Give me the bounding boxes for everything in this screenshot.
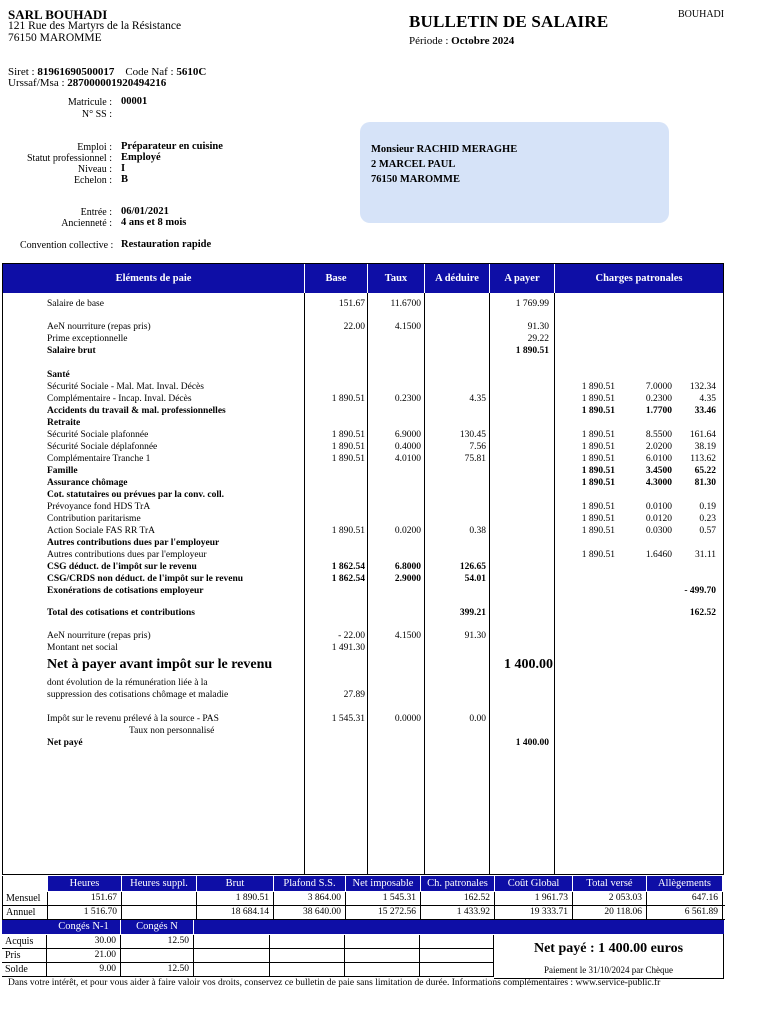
- echelon-value: B: [121, 174, 129, 185]
- cell-label: Taux non personnalisé: [129, 726, 215, 736]
- summary-cell: 38 640.00: [274, 906, 346, 919]
- cell-cb: 1 890.51: [581, 394, 615, 404]
- table-row: [3, 537, 723, 549]
- cell-label: Famille: [47, 466, 78, 476]
- cell-label: Accidents du travail & mal. professionnelles: [47, 406, 226, 416]
- cell-label: Assurance chômage: [47, 478, 128, 488]
- siret-label: Siret :: [8, 66, 35, 78]
- summary-cell: [122, 906, 197, 919]
- cell-label: AeN nourriture (repas pris): [47, 631, 151, 641]
- recipient-name: Monsieur RACHID MERAGHE: [371, 144, 518, 155]
- summary-cell: 18 684.14: [197, 906, 274, 919]
- summary-cell: [122, 892, 197, 905]
- header-divider: [554, 264, 555, 293]
- conges-empty-cell: [420, 935, 494, 948]
- table-row: [3, 369, 723, 381]
- summary-header: Total versé: [573, 876, 646, 891]
- summary-cell: 1 545.31: [346, 892, 421, 905]
- table-row: [3, 677, 723, 689]
- cell-base: 1 890.51: [331, 394, 365, 404]
- summary-cell: 20 118.06: [573, 906, 647, 919]
- anciennete-label: Ancienneté :: [61, 218, 112, 229]
- niveau-label: Niveau :: [77, 164, 112, 175]
- row-divider: [3, 905, 725, 906]
- cell-ct: 3.4500: [645, 466, 672, 476]
- company-address-line1: 121 Rue des Martyrs de la Résistance: [8, 20, 182, 32]
- cell-label: Autres contributions dues par l'employeur: [47, 538, 220, 548]
- emploi-label: Emploi :: [77, 142, 112, 153]
- summary-header: Allègements: [647, 876, 722, 891]
- matricule-value: 00001: [121, 96, 148, 107]
- cell-base: 27.89: [343, 690, 365, 700]
- conges-header-corner: [2, 920, 47, 934]
- conges-empty-cell: [194, 963, 270, 976]
- header-base: Base: [325, 273, 347, 284]
- cell-label: Prime exceptionnelle: [47, 334, 128, 344]
- statut-label: Statut professionnel :: [27, 153, 112, 164]
- cell-base: 1 890.51: [331, 442, 365, 452]
- naf-label: Code Naf :: [125, 66, 174, 78]
- cell-base: 1 545.31: [331, 714, 365, 724]
- cell-label: Montant net social: [47, 643, 118, 653]
- summary-header: Coût Global: [495, 876, 572, 891]
- cell-cb: 1 890.51: [581, 526, 615, 536]
- conges-empty-cell: [270, 949, 345, 962]
- header-divider: [424, 264, 425, 293]
- cell-taux: 0.2300: [394, 394, 421, 404]
- conges-empty-cell: [270, 935, 345, 948]
- summary-cell: 1 433.92: [421, 906, 495, 919]
- table-row: [3, 345, 723, 357]
- cell-label: Autres contributions dues par l'employeur: [47, 550, 207, 560]
- summary-cell: 151.67: [48, 892, 122, 905]
- cell-ded: 0.38: [469, 526, 486, 536]
- table-row: [3, 489, 723, 501]
- cell-ded: 75.81: [464, 454, 486, 464]
- table-row: [3, 525, 723, 537]
- convention-value: Restauration rapide: [121, 239, 212, 250]
- cell-label: Complémentaire Tranche 1: [47, 454, 151, 464]
- table-row: [3, 501, 723, 513]
- cell-base: - 22.00: [338, 631, 365, 641]
- cell-label: CSG déduct. de l'impôt sur le revenu: [47, 562, 197, 572]
- cell-cb: 1 890.51: [581, 514, 615, 524]
- conges-empty-cell: [420, 949, 494, 962]
- cell-ded: 399.21: [459, 608, 486, 618]
- cell-label: Action Sociale FAS RR TrA: [47, 526, 156, 536]
- cell-cm: 31.11: [694, 550, 716, 560]
- siret-value: 81961690500017: [37, 66, 115, 78]
- cell-ded: 130.45: [459, 430, 486, 440]
- header-a-deduire: A déduire: [435, 273, 479, 284]
- table-row: [3, 453, 723, 465]
- cell-cb: 1 890.51: [581, 502, 615, 512]
- periode-value: Octobre 2024: [451, 35, 515, 47]
- conges-header: Congés N: [121, 920, 193, 934]
- cell-base: 1 890.51: [331, 454, 365, 464]
- cell-ded: 4.35: [469, 394, 486, 404]
- conges-empty-cell: [270, 963, 345, 976]
- conges-empty-cell: [194, 949, 270, 962]
- cell-label: Salaire brut: [47, 346, 96, 356]
- conges-row-label: Acquis: [2, 935, 47, 948]
- cell-taux: 4.1500: [394, 631, 421, 641]
- conges-row-label: Solde: [2, 963, 47, 976]
- payslip-table: [2, 263, 724, 875]
- summary-header: Heures: [48, 876, 121, 891]
- conges-cell: 30.00: [47, 935, 121, 948]
- header-elements: Eléments de paie: [115, 273, 192, 284]
- table-row: [3, 630, 723, 642]
- footer-note: Dans votre intérêt, et pour vous aider à faire valoir vos droits, conservez ce bulletin de paie sans limitation de durée. Informations complémentaires : www.service-public.fr: [8, 978, 661, 988]
- cell-cb: 1 890.51: [581, 550, 615, 560]
- conges-empty-cell: [420, 963, 494, 976]
- table-row: [3, 585, 723, 597]
- cell-cm: - 499.70: [684, 586, 716, 596]
- emploi-value: Préparateur en cuisine: [121, 141, 223, 152]
- cell-pay: 91.30: [527, 322, 549, 332]
- table-row: [3, 298, 723, 310]
- cell-ded: 7.56: [469, 442, 486, 452]
- company-address-line2: 76150 MAROMME: [8, 32, 102, 44]
- recipient-city: 76150 MAROMME: [371, 174, 460, 185]
- table-row: [3, 477, 723, 489]
- anciennete-value: 4 ans et 8 mois: [121, 217, 187, 228]
- cell-label: suppression des cotisations chômage et maladie: [47, 690, 229, 700]
- cell-label: Prévoyance fond HDS TrA: [47, 502, 151, 512]
- summary-header: Net imposable: [346, 876, 420, 891]
- net-avant-impot-label: Net à payer avant impôt sur le revenu: [47, 657, 273, 672]
- header-divider: [304, 264, 305, 293]
- cell-taux: 11.6700: [390, 299, 421, 309]
- periode: [409, 35, 514, 47]
- cell-pay: 29.22: [527, 334, 549, 344]
- net-paye-box: [494, 934, 724, 979]
- cell-ct: 0.0300: [645, 526, 672, 536]
- conges-cell: [121, 949, 194, 962]
- company-short-name: BOUHADI: [678, 9, 725, 20]
- cell-base: 151.67: [338, 299, 365, 309]
- summary-cell: 162.52: [421, 892, 495, 905]
- conges-cell: 12.50: [121, 935, 194, 948]
- cell-label: Sécurité Sociale déplafonnée: [47, 442, 158, 452]
- cell-label: Retraite: [47, 418, 81, 428]
- summary-cell: 19 333.71: [495, 906, 573, 919]
- summary-header: Ch. patronales: [421, 876, 494, 891]
- cell-ct: 6.0100: [645, 454, 672, 464]
- cell-base: 1 890.51: [331, 526, 365, 536]
- conges-empty-cell: [345, 935, 420, 948]
- cell-cm: 33.46: [694, 406, 716, 416]
- conges-cell: 9.00: [47, 963, 121, 976]
- cell-cb: 1 890.51: [581, 442, 615, 452]
- header-charges-patronales: Charges patronales: [595, 273, 683, 284]
- urssaf-label: Urssaf/Msa :: [8, 77, 65, 89]
- cell-taux: 6.9000: [394, 430, 421, 440]
- urssaf-line: [8, 77, 166, 89]
- cell-label: Total des cotisations et contributions: [47, 608, 195, 618]
- cell-cb: 1 890.51: [581, 406, 615, 416]
- table-row: [3, 405, 723, 417]
- cell-ct: 1.6460: [645, 550, 672, 560]
- cell-cm: 161.64: [689, 430, 716, 440]
- recipient-address-box: [360, 122, 669, 223]
- cell-cb: 1 890.51: [581, 382, 615, 392]
- cell-base: 1 890.51: [331, 430, 365, 440]
- summary-cell: 1 961.73: [495, 892, 573, 905]
- table-row: [3, 465, 723, 477]
- cell-pay: 1 400.00: [515, 738, 549, 748]
- cell-label: Sécurité Sociale - Mal. Mat. Inval. Décès: [47, 382, 204, 392]
- conges-header: Congés N-1: [47, 920, 120, 934]
- cell-taux: 4.0100: [394, 454, 421, 464]
- cell-cm: 113.62: [690, 454, 716, 464]
- document-title: BULLETIN DE SALAIRE: [409, 12, 609, 31]
- conges-row-label: Pris: [2, 949, 47, 962]
- table-row: [3, 642, 723, 654]
- table-row: [3, 393, 723, 405]
- cell-base: 1 862.54: [331, 574, 365, 584]
- conges-empty-cell: [345, 949, 420, 962]
- cell-label: Complémentaire - Incap. Inval. Décès: [47, 394, 192, 404]
- table-row: [3, 513, 723, 525]
- cell-ct: 1.7700: [645, 406, 672, 416]
- cell-cb: 1 890.51: [581, 478, 615, 488]
- statut-value: Employé: [121, 152, 161, 163]
- cell-ded: 0.00: [469, 714, 486, 724]
- conges-header-bar: [194, 920, 494, 934]
- cell-cm: 0.23: [699, 514, 716, 524]
- summary-cell: 1 890.51: [197, 892, 274, 905]
- cell-label: Santé: [47, 370, 70, 380]
- table-row: [3, 713, 723, 725]
- summary-header: Plafond S.S.: [274, 876, 345, 891]
- cell-cm: 65.22: [694, 466, 716, 476]
- table-row: [3, 737, 723, 749]
- table-row: [3, 417, 723, 429]
- table-row: [3, 441, 723, 453]
- conges-table: [2, 920, 494, 978]
- table-row: [3, 561, 723, 573]
- summary-cell: 6 561.89: [647, 906, 723, 919]
- conges-empty-cell: [345, 963, 420, 976]
- summary-row-label: Mensuel: [3, 892, 48, 905]
- table-row: [3, 573, 723, 585]
- cell-ded: 54.01: [464, 574, 486, 584]
- table-row: [3, 725, 723, 737]
- cell-taux: 2.9000: [394, 574, 421, 584]
- cell-taux: 0.0200: [394, 526, 421, 536]
- net-paye-header-bar: [494, 920, 724, 934]
- nss-label: N° SS :: [81, 109, 112, 120]
- cell-cm: 38.19: [694, 442, 716, 452]
- cell-ded: 126.65: [459, 562, 486, 572]
- urssaf-value: 287000001920494216: [67, 77, 167, 89]
- row-divider: [2, 976, 494, 977]
- niveau-value: I: [121, 163, 126, 174]
- cell-cb: 1 890.51: [581, 430, 615, 440]
- table-row: [3, 689, 723, 701]
- net-paye-total: Net payé : 1 400.00 euros: [533, 941, 684, 956]
- cell-taux: 0.4000: [394, 442, 421, 452]
- cell-cb: 1 890.51: [581, 454, 615, 464]
- cell-ct: 8.5500: [645, 430, 672, 440]
- conges-cell: 21.00: [47, 949, 121, 962]
- table-row: [3, 549, 723, 561]
- header-divider: [367, 264, 368, 293]
- cell-taux: 6.8000: [394, 562, 421, 572]
- cell-ct: 0.0100: [645, 502, 672, 512]
- summary-cell: 647.16: [647, 892, 723, 905]
- summary-cell: 3 864.00: [274, 892, 346, 905]
- cell-label: Cot. statutaires ou prévues par la conv. coll.: [47, 490, 224, 500]
- cell-ded: 91.30: [464, 631, 486, 641]
- table-row: [3, 607, 723, 619]
- cell-cm: 0.57: [699, 526, 716, 536]
- cell-cm: 132.34: [689, 382, 716, 392]
- table-row: [3, 321, 723, 333]
- header-a-payer: A payer: [504, 273, 540, 284]
- net-avant-impot-value: 1 400.00: [504, 657, 553, 672]
- cell-label: Contribution paritarisme: [47, 514, 141, 524]
- cell-pay: 1 890.51: [515, 346, 549, 356]
- cell-base: 22.00: [343, 322, 365, 332]
- cell-label: AeN nourriture (repas pris): [47, 322, 151, 332]
- cell-label: CSG/CRDS non déduct. de l'impôt sur le revenu: [47, 574, 244, 584]
- cell-label: Salaire de base: [47, 299, 104, 309]
- naf-value: 5610C: [176, 66, 207, 78]
- summary-header: Brut: [197, 876, 273, 891]
- company-name: SARL BOUHADI: [8, 7, 108, 22]
- table-row: [3, 333, 723, 345]
- cell-cm: 0.19: [699, 502, 716, 512]
- conges-cell: 12.50: [121, 963, 194, 976]
- summary-cell: 2 053.03: [573, 892, 647, 905]
- periode-label: Période :: [409, 35, 449, 47]
- cell-taux: 4.1500: [394, 322, 421, 332]
- cell-base: 1 491.30: [331, 643, 365, 653]
- cell-label: Exonérations de cotisations employeur: [47, 586, 204, 596]
- cell-base: 1 862.54: [331, 562, 365, 572]
- cell-ct: 2.0200: [645, 442, 672, 452]
- cell-ct: 4.3000: [645, 478, 672, 488]
- recipient-street: 2 MARCEL PAUL: [371, 159, 456, 170]
- table-row: [3, 429, 723, 441]
- matricule-label: Matricule :: [67, 97, 112, 108]
- cell-label: Sécurité Sociale plafonnée: [47, 430, 149, 440]
- header-divider: [489, 264, 490, 293]
- cell-ct: 0.2300: [645, 394, 672, 404]
- cell-taux: 0.0000: [394, 714, 421, 724]
- cell-cm: 81.30: [694, 478, 716, 488]
- cell-ct: 0.0120: [645, 514, 672, 524]
- echelon-label: Echelon :: [73, 175, 112, 186]
- cell-label: Net payé: [47, 738, 83, 748]
- summary-cell: 1 516.70: [48, 906, 122, 919]
- summary-cell: 15 272.56: [346, 906, 421, 919]
- summary-row-label: Annuel: [3, 906, 48, 919]
- entree-label: Entrée :: [80, 207, 112, 218]
- cell-label: Impôt sur le revenu prélevé à la source - PAS: [47, 714, 219, 724]
- entree-value: 06/01/2021: [121, 206, 169, 217]
- convention-label: Convention collective :: [20, 240, 114, 251]
- cell-cm: 4.35: [699, 394, 716, 404]
- cell-cm: 162.52: [689, 608, 716, 618]
- cell-pay: 1 769.99: [515, 299, 549, 309]
- cell-label: dont évolution de la rémunération liée à la: [47, 678, 208, 688]
- cell-ct: 7.0000: [645, 382, 672, 392]
- summary-header: Heures suppl.: [122, 876, 196, 891]
- summary-table: [2, 876, 725, 921]
- paiement-info: Paiement le 31/10/2024 par Chèque: [544, 965, 673, 975]
- conges-empty-cell: [194, 935, 270, 948]
- cell-cb: 1 890.51: [581, 466, 615, 476]
- table-row: [3, 381, 723, 393]
- header-taux: Taux: [384, 273, 408, 284]
